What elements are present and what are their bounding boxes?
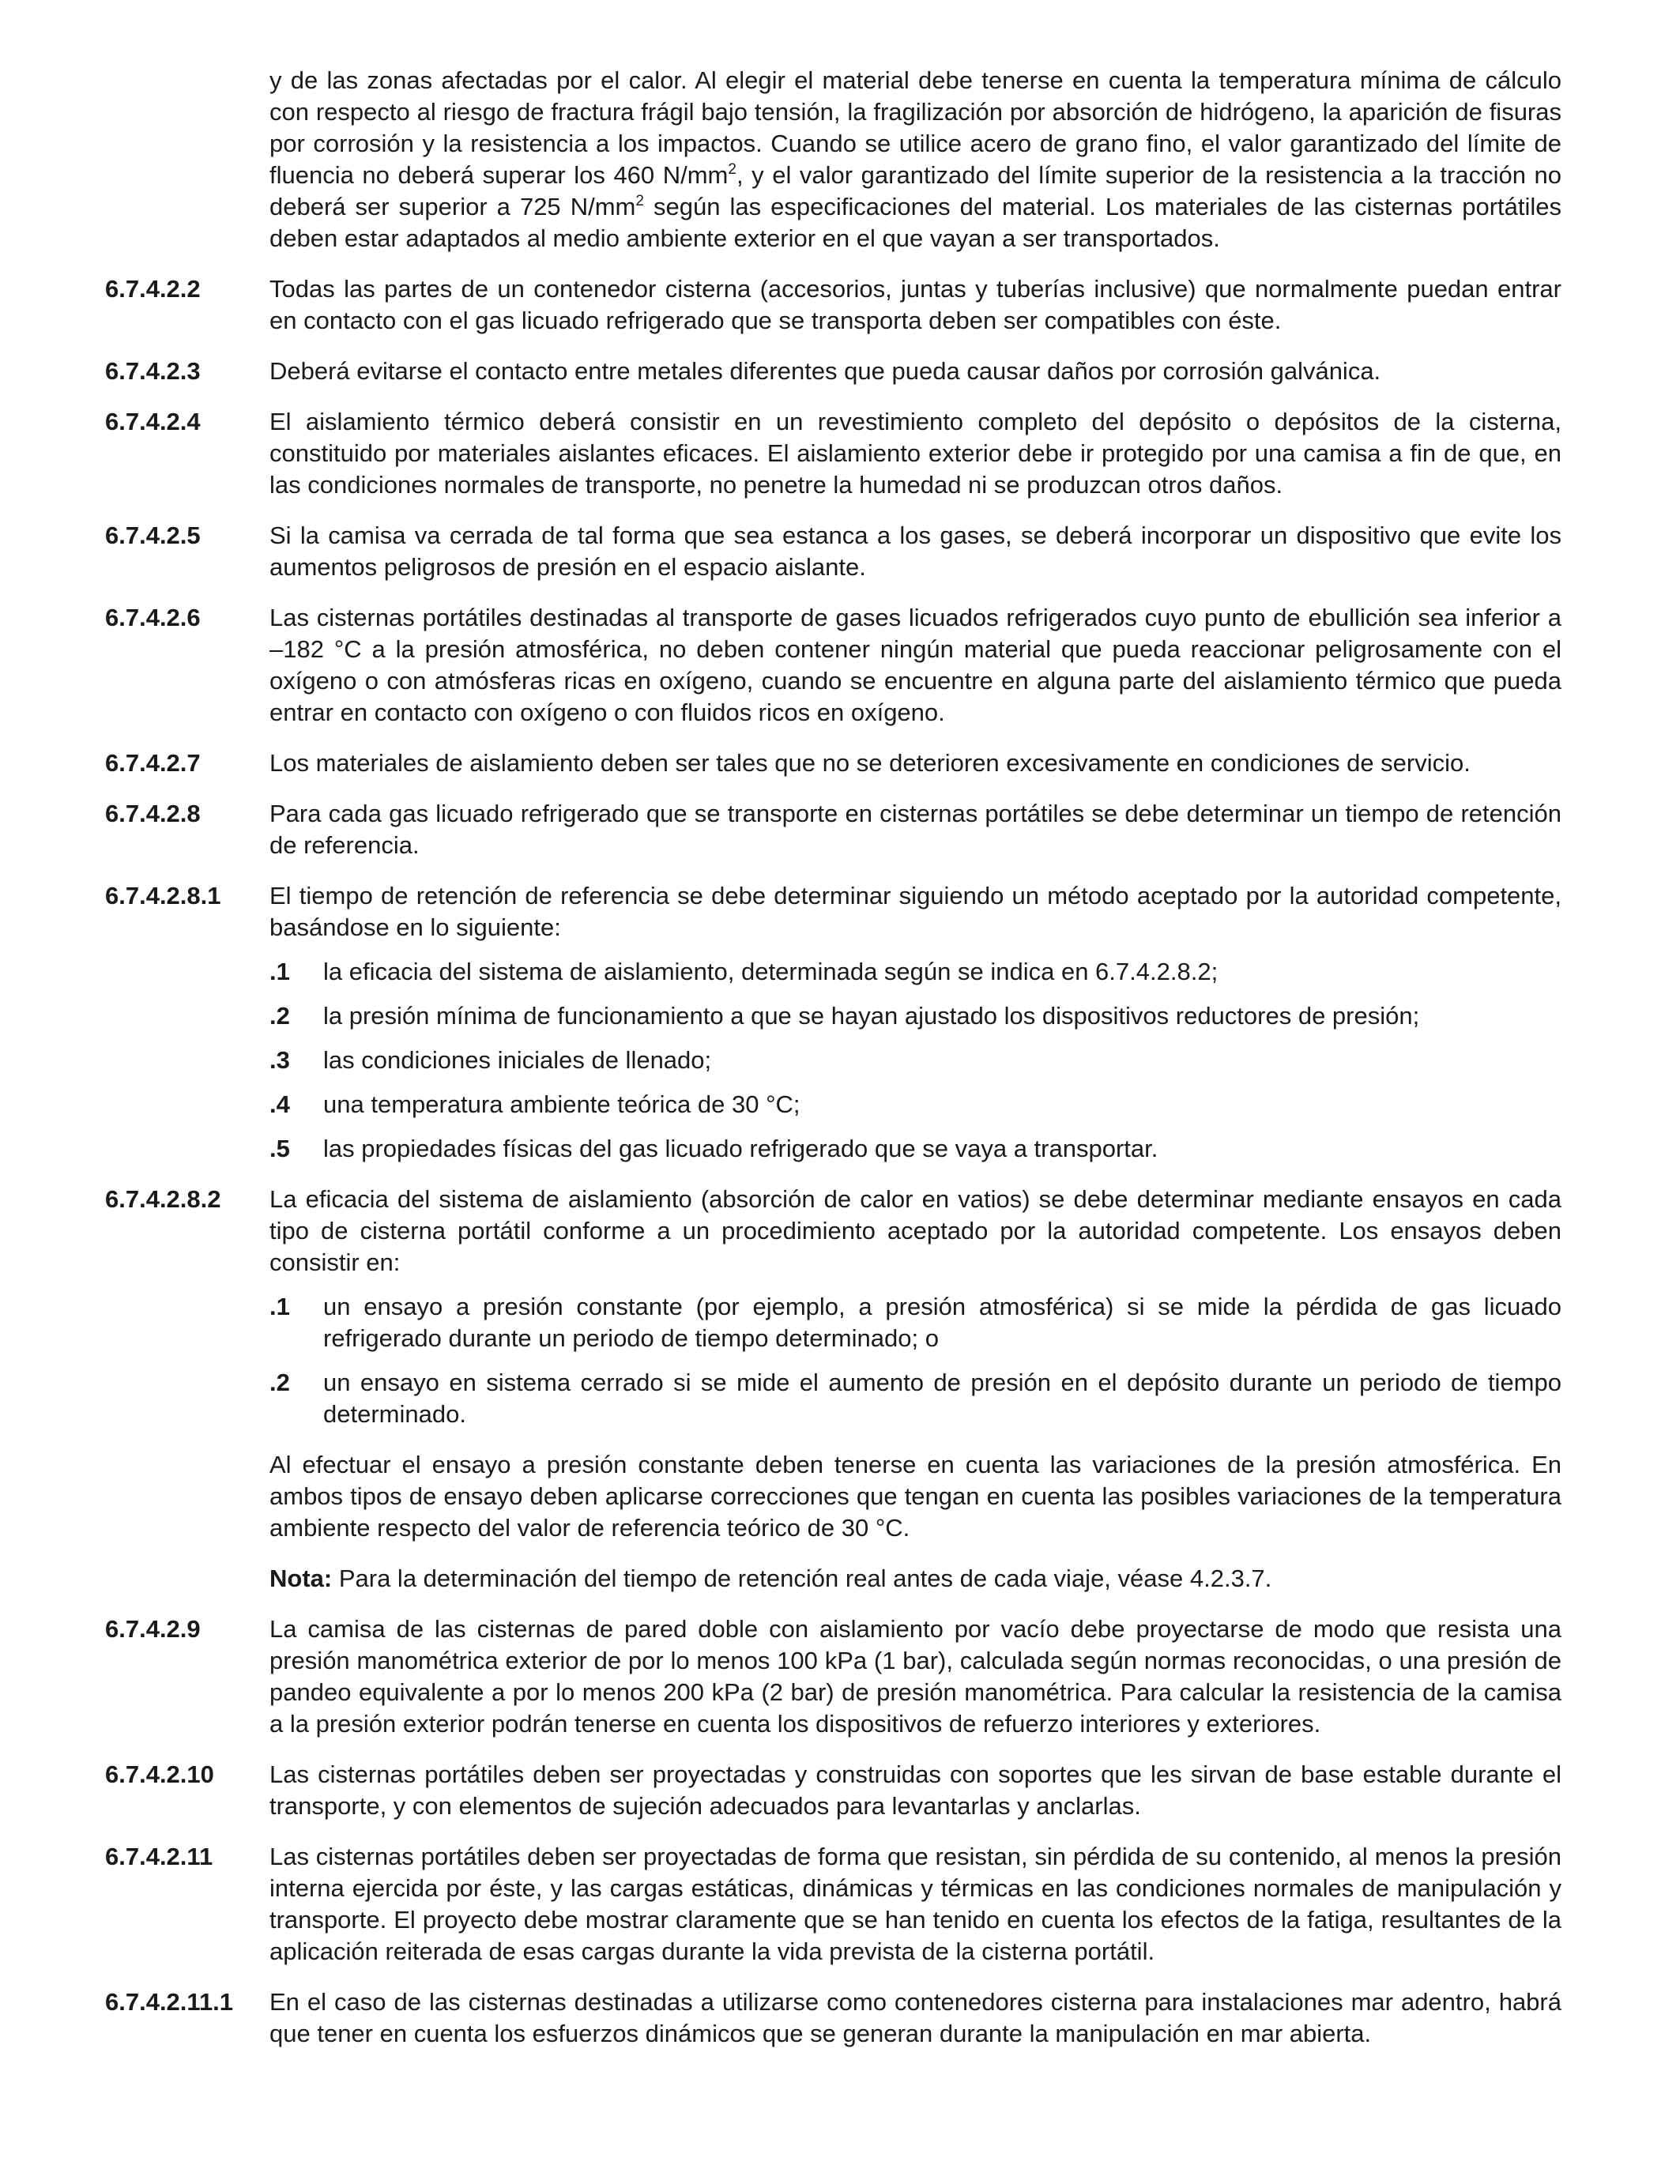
section-text: Todas las partes de un contenedor cisterna (accesorios, juntas y tuberías inclusive) que normalmente puedan entrar en contacto con el gas licuado refrigerado que se transporta deben ser compatibles con éste. [269, 275, 1561, 334]
section-text: Deberá evitarse el contacto entre metales diferentes que pueda causar daños por corrosión galvánica. [269, 357, 1381, 385]
section-number: 6.7.4.2.4 [105, 408, 201, 435]
list-item-text: las propiedades físicas del gas licuado refrigerado que se vaya a transportar. [323, 1135, 1158, 1162]
list-item-text: una temperatura ambiente teórica de 30 °C; [323, 1090, 800, 1118]
list-item-number: .3 [269, 1046, 290, 1074]
intro-text-1: y de las zonas afectadas por el calor. Al elegir el material debe tenerse en cuenta la temperatura mínima de cálculo con respecto al riesgo de fractura frágil bajo tensión, la fragilización por absorción de hidrógeno, la aparición de fisuras por corrosión y la resistencia a los impactos. Cuando se utilice acero de grano fino, el valor garantizado del límite de fluencia no deberá superar los 460 N/mm [269, 66, 1561, 189]
section-text: Si la camisa va cerrada de tal forma que sea estanca a los gases, se deberá incorporar un dispositivo que evite los aumentos peligrosos de presión en el espacio aislante. [269, 522, 1561, 581]
list-item [269, 1367, 1561, 1430]
section-text: La camisa de las cisternas de pared doble con aislamiento por vacío debe proyectarse de modo que resista una presión manométrica exterior de por lo menos 100 kPa (1 bar), calculada según normas reconocidas, o una presión de pandeo equivalente a por lo menos 200 kPa (2 bar) de presión manométrica. Para calcular la resistencia de la camisa a la presión exterior podrán tenerse en cuenta los dispositivos de refuerzo interiores y exteriores. [269, 1615, 1561, 1738]
section-6-7-4-2-10 [105, 1759, 1561, 1822]
section-6-7-4-2-8 [105, 798, 1561, 861]
section-6-7-4-2-4 [105, 406, 1561, 501]
section-number: 6.7.4.2.7 [105, 749, 201, 777]
section-text: En el caso de las cisternas destinadas a utilizarse como contenedores cisterna para instalaciones mar adentro, habrá que tener en cuenta los esfuerzos dinámicos que se generan durante la manipulación en mar abierta. [269, 1988, 1561, 2047]
list-item-number: .1 [269, 1293, 290, 1320]
list-item [269, 1089, 1561, 1120]
section-6-7-4-2-7 [105, 747, 1561, 779]
section-6-7-4-2-2 [105, 273, 1561, 337]
list-item [269, 1133, 1561, 1165]
section-text: Las cisternas portátiles deben ser proyectadas de forma que resistan, sin pérdida de su contenido, al menos la presión interna ejercida por éste, y las cargas estáticas, dinámicas y térmicas en las condiciones normales de manipulación y transporte. El proyecto debe mostrar claramente que se han tenido en cuenta los efectos de la fatiga, resultantes de la aplicación reiterada de esas cargas durante la vida prevista de la cisterna portátil. [269, 1843, 1561, 1965]
section-6-7-4-2-11-1 [105, 1986, 1561, 2050]
superscript: 2 [635, 193, 644, 209]
section-text: Las cisternas portátiles deben ser proyectadas y construidas con soportes que les sirvan de base estable durante el transporte, y con elementos de sujeción adecuados para levantarlas y anclarlas. [269, 1760, 1561, 1820]
note [269, 1563, 1561, 1595]
section-number: 6.7.4.2.8.2 [105, 1185, 221, 1213]
section-6-7-4-2-6 [105, 602, 1561, 729]
intro-text-2: , y el valor garantizado del límite superior de la resistencia a la tracción no deberá ser superior a 725 N/mm [269, 161, 1561, 220]
section-number: 6.7.4.2.9 [105, 1615, 201, 1643]
note-text: Para la determinación del tiempo de retención real antes de cada viaje, véase 4.2.3.7. [332, 1565, 1272, 1592]
section-text: Los materiales de aislamiento deben ser tales que no se deterioren excesivamente en condiciones de servicio. [269, 749, 1471, 777]
text-column [105, 65, 1561, 2069]
list-item [269, 1045, 1561, 1076]
superscript: 2 [728, 161, 736, 178]
section-number: 6.7.4.2.6 [105, 604, 201, 631]
section-number: 6.7.4.2.8.1 [105, 882, 221, 909]
section-text: El tiempo de retención de referencia se debe determinar siguiendo un método aceptado por la autoridad competente, basándose en lo siguiente: [269, 882, 1561, 941]
intro-text-3: según las especificaciones del material. Los materiales de las cisternas portátiles deben estar adaptados al medio ambiente exterior en el que vayan a ser transportados. [269, 193, 1561, 252]
section-number: 6.7.4.2.3 [105, 357, 201, 385]
intro-paragraph [105, 65, 1561, 254]
section-6-7-4-2-9 [105, 1614, 1561, 1740]
section-6-7-4-2-3 [105, 356, 1561, 387]
section-text: Para cada gas licuado refrigerado que se transporte en cisternas portátiles se debe determinar un tiempo de retención de referencia. [269, 800, 1561, 859]
section-number: 6.7.4.2.10 [105, 1760, 214, 1788]
section-number: 6.7.4.2.11 [105, 1843, 213, 1870]
list-item-number: .4 [269, 1090, 290, 1118]
section-number: 6.7.4.2.5 [105, 522, 201, 549]
list-item [269, 1000, 1561, 1032]
list-item-number: .1 [269, 958, 290, 985]
section-6-7-4-2-8-1 [105, 880, 1561, 1165]
section-6-7-4-2-5 [105, 520, 1561, 583]
list-item [269, 956, 1561, 988]
section-text: El aislamiento térmico deberá consistir en un revestimiento completo del depósito o depósitos de la cisterna, constituido por materiales aislantes eficaces. El aislamiento exterior debe ir protegido por una camisa a fin de que, en las condiciones normales de transporte, no penetre la humedad ni se produzcan otros daños. [269, 408, 1561, 499]
list-item-text: la eficacia del sistema de aislamiento, determinada según se indica en 6.7.4.2.8.2; [323, 958, 1219, 985]
section-6-7-4-2-8-2 [105, 1184, 1561, 1595]
list-item-number: .2 [269, 1369, 290, 1396]
section-6-7-4-2-11 [105, 1841, 1561, 1967]
list-item-text: las condiciones iniciales de llenado; [323, 1046, 712, 1074]
section-number: 6.7.4.2.2 [105, 275, 201, 303]
list-item-text: la presión mínima de funcionamiento a que se hayan ajustado los dispositivos reductores de presión; [323, 1002, 1420, 1030]
list-item-number: .2 [269, 1002, 290, 1030]
section-number: 6.7.4.2.11.1 [105, 1988, 234, 2016]
section-text: Las cisternas portátiles destinadas al transporte de gases licuados refrigerados cuyo punto de ebullición sea inferior a –182 °C a la presión atmosférica, no deben contener ningún material que pueda reaccionar peligrosamente con el oxígeno o con atmósferas ricas en oxígeno, cuando se encuentre en alguna parte del aislamiento térmico que pueda entrar en contacto con oxígeno o con fluidos ricos en oxígeno. [269, 604, 1561, 726]
section-followup-text: Al efectuar el ensayo a presión constante deben tenerse en cuenta las variaciones de la presión atmosférica. En ambos tipos de ensayo deben aplicarse correcciones que tengan en cuenta las posibles variaciones de la temperatura ambiente respecto del valor de referencia teórico de 30 °C. [269, 1451, 1561, 1542]
list-item-number: .5 [269, 1135, 290, 1162]
section-number: 6.7.4.2.8 [105, 800, 201, 827]
section-text: La eficacia del sistema de aislamiento (absorción de calor en vatios) se debe determinar mediante ensayos en cada tipo de cisterna portátil conforme a un procedimiento aceptado por la autoridad competente. Los ensayos deben consistir en: [269, 1185, 1561, 1276]
list-item-text: un ensayo en sistema cerrado si se mide el aumento de presión en el depósito durante un periodo de tiempo determinado. [323, 1369, 1561, 1428]
list-item-text: un ensayo a presión constante (por ejemplo, a presión atmosférica) si se mide la pérdida de gas licuado refrigerado durante un periodo de tiempo determinado; o [323, 1293, 1561, 1352]
list-item [269, 1291, 1561, 1354]
note-label: Nota: [269, 1565, 333, 1592]
